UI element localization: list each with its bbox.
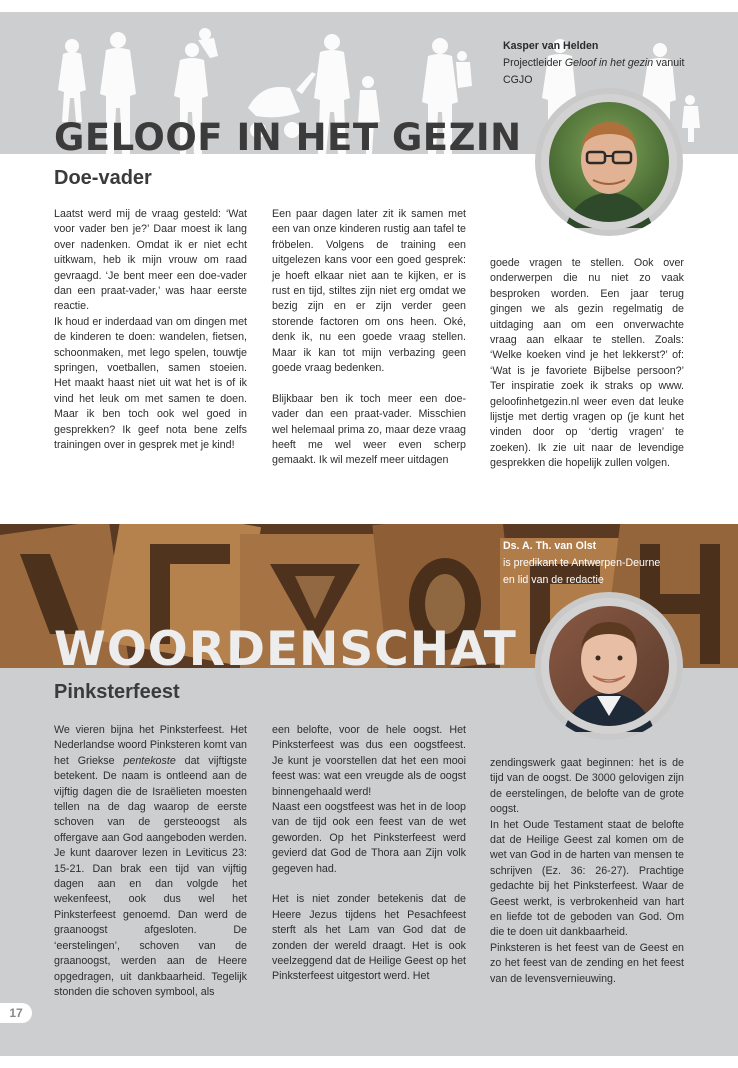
article1-subtitle: Doe-vader	[54, 167, 152, 189]
article1-title: GELOOF IN HET GEZIN	[54, 116, 522, 159]
article1-col1-p2: Ik houd er inderdaad van om dingen met de kinderen te doen: wandelen, fietsen, schoonmaken, met lego spelen, touwtje springen, voetballen, samen stoeien. Het maakt haast niet uit wat het is of ik vind het leuk om met samen te doen. Maar ik ben toch ook wel goed in gesprekken? Ik geef nota bene zelfs trainingen over in gesprek met je kind!	[54, 315, 247, 452]
article1-author-org: CGJO	[503, 74, 533, 86]
article2-author-line2: en lid van de redactie	[503, 574, 604, 586]
page-number: 17	[0, 1003, 32, 1023]
article1-author-block	[503, 38, 723, 89]
article2-author-block	[503, 538, 723, 589]
article1-col2-p2: Blijkbaar ben ik toch meer een doe-vader dan een praat-vader. Misschien wel helemaal prima zo, maar deze vraag heeft me wel weer even scherp gemaakt. Ik wil mezelf meer uitdagen	[272, 392, 466, 467]
article2-col3-p3: Pinksteren is het feest van de Geest en zo het feest van de zending en het feest van de levensvernieuwing.	[490, 941, 684, 985]
article2-col2-p2: Naast een oogstfeest was het in de loop van de tijd ook een feest van de wet geworden. Op het Pinksterfeest werd gevierd dat God de Thora aan Zijn volk gegeven had.	[272, 801, 466, 875]
article2-col1-post: dat vijftigste betekent. De naam is ontleend aan de vijftig dagen die de Israëlieten moesten tellen na de dag waarop de eerste schoven van de gersteoogst als offergave aan God aangeboden werden. Je kunt daarover lezen in Leviticus 23: 15-21. Dan brak een tijd van vijftig dagen aan en dan volgde het wekenfeest, ook dus wel het Pinksterfeest genoemd. Dan werd de graanoogst afgesloten. De ‘eerstelingen’, schoven van de graanoogst, werden aan de Heere opgedragen, uit dankbaarheid. Tegelijk stonden die schoven symbool, als	[54, 754, 248, 998]
article2-col1-p1	[54, 723, 247, 1000]
article1-column-1	[54, 207, 247, 454]
article1-col1-p1: Laatst werd mij de vraag gesteld: ‘Wat voor vader ben je?’ Daar moest ik lang over nadenken. Omdat ik er niet echt uitkwam, heb ik mijn vrouw om raad gevraagd. ‘Je bent meer een doe-vader dan een praat-vader,’ was haar eerste reactie.	[54, 208, 247, 313]
article1-author-photo	[535, 88, 683, 236]
article2-author-name: Ds. A. Th. van Olst	[503, 540, 597, 552]
article2-col2-p3: Het is niet zonder betekenis dat de Heere Jezus tijdens het Pesachfeest sterft als het Lam van God dat de zonden der wereld draagt. Het is ook veelzeggend dat de Heilige Geest op het Pinksterfeest uitgestort werd. Het	[272, 893, 466, 983]
article1-author-portrait-ring	[535, 88, 683, 236]
article1-col2-p1: Een paar dagen later zit ik samen met een van onze kinderen rustig aan tafel te fröbelen. Volgens de training een uitgelezen kans voor een goed gesprek: je hoeft elkaar niet aan te kijken, er is rust en tijd, stiltes zijn niet erg omdat we bezig zijn en er zijn verder geen storende factoren om ons heen. Oké, denk ik, nu een goede vraag stellen. Maar ik kan tot mijn verbazing geen goede vraag bedenken.	[272, 208, 466, 375]
article1-author-name: Kasper van Helden	[503, 40, 599, 52]
article1-column-3	[490, 256, 684, 472]
article2-column-2	[272, 723, 466, 985]
article2-column-1	[54, 723, 247, 1000]
article2-author-portrait-ring	[535, 592, 683, 740]
article1-role-post: vanuit	[653, 57, 685, 69]
article2-col3-p1: zendingswerk gaat beginnen: het is de tijd van de oogst. De 3000 gelovigen zijn de eerstelingen, de belofte van de grote oogst.	[490, 757, 684, 816]
article2-author-line1: is predikant te Antwerpen-Deurne	[503, 557, 661, 569]
article2-title: WOORDENSCHAT	[54, 622, 517, 677]
article1-column-2	[272, 207, 466, 469]
article1-author-role	[503, 55, 723, 72]
article2-author-photo	[535, 592, 683, 740]
article2-col1-pre: We vieren bijna het Pinksterfeest. Het Nederlandse woord Pinksteren komt van het Griekse	[54, 724, 247, 767]
article1-role-pre: Projectleider	[503, 57, 565, 69]
article2-column-3	[490, 756, 684, 987]
article1-role-em: Geloof in het gezin	[564, 57, 654, 69]
article1-col3-p1: goede vragen te stellen. Ook over onderwerpen die nu niet zo vaak besproken worden. Een jaar terug gingen we als gezin regelmatig de uitdaging aan om een onverwachte vraag aan elkaar te stellen. Zoals: ‘Welke koeken vind je het lekkerst?’ of: ‘Wat is je favoriete Bijbelse persoon?’ Ter inspiratie zoek ik straks op www. geloofinhetgezin.nl weer even dat leuke lijstje met dertig vragen op (je kunt het vinden door op ‘dertig vragen’ te zoeken). Ik zie uit naar de levendige gesprekken die hopelijk zullen volgen.	[490, 257, 684, 470]
article2-col3-p2: In het Oude Testament staat de belofte dat de Heilige Geest zal komen om de wet van God in de harten van mensen te schrijven (Ez. 36: 26-27). Prachtige gedachte bij het Pinksterfeest. Waar de Geest werkt, is verbrokenheid van hart en liefde tot de geboden van God. Om die te doen uit dankbaarheid.	[490, 818, 684, 939]
article2-col2-p1: een belofte, voor de hele oogst. Het Pinksterfeest was dus een oogstfeest. Je kunt je voorstellen dat het een mooi feest was: wat een vreugde als de oogst binnengehaald werd!	[272, 724, 466, 798]
article2-subtitle: Pinksterfeest	[54, 681, 180, 703]
article2-col1-em: pentekoste	[123, 754, 176, 767]
